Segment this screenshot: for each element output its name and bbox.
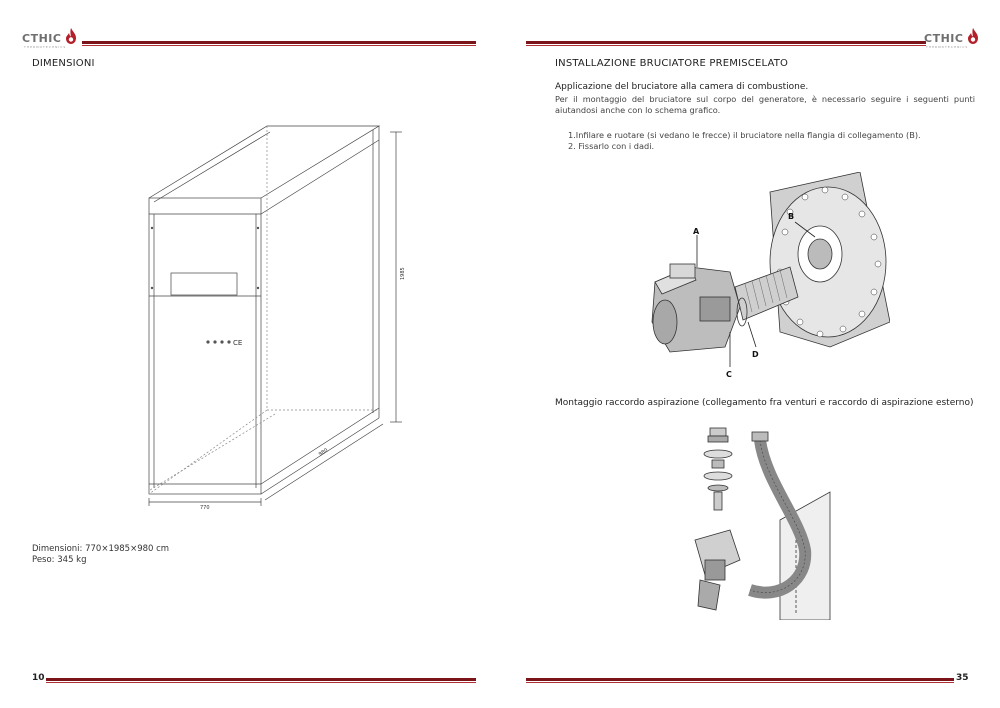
weight-text: Peso: 345 kg	[32, 555, 87, 565]
section-heading-intake: Montaggio raccordo aspirazione (collegamento fra venturi e raccordo di aspirazione esterno)	[555, 398, 974, 408]
steps-list	[568, 130, 968, 152]
right-page	[500, 0, 1000, 708]
list-item: 1.Infilare e ruotare (si vedano le frecce) il bruciatore nella flangia di collegamento (B).	[568, 130, 921, 140]
page-number: 35	[956, 673, 969, 683]
diagram-label-d: D	[752, 350, 759, 359]
page-title: DIMENSIONI	[32, 58, 95, 69]
logo-subtitle: THERMOTECHNICS	[926, 45, 969, 49]
width-dimension-label: 770	[200, 505, 210, 511]
footer-rule-thin	[526, 682, 954, 683]
header-rule	[82, 41, 476, 44]
height-dimension-label: 1985	[400, 267, 406, 280]
brand-logo	[924, 26, 984, 48]
header-rule-thin	[82, 45, 476, 46]
depth-dimension-label: 980	[317, 447, 330, 458]
diagram-label-b: B	[788, 212, 795, 221]
cabinet-dimension-drawing	[130, 118, 430, 518]
logo-subtitle: THERMOTECHNICS	[24, 45, 67, 49]
list-item: 2. Fissarlo con i dadi.	[568, 141, 655, 151]
section-body-burner: Per il montaggio del bruciatore sul corpo del generatore, è necessario seguire i seguenti punti aiutandosi anche con lo schema grafico.	[555, 94, 975, 115]
page-number: 10	[32, 673, 45, 683]
burner-mounting-diagram	[630, 172, 890, 382]
logo-wordmark: CTHIC	[22, 32, 62, 45]
header-rule	[526, 41, 926, 44]
footer-rule-thin	[46, 682, 476, 683]
flame-icon	[966, 27, 980, 45]
brand-logo	[22, 26, 82, 48]
diagram-label-a: A	[693, 227, 700, 236]
diagram-label-c: C	[726, 370, 732, 379]
intake-fitting-diagram	[690, 420, 840, 620]
dimensions-text: Dimensioni: 770×1985×980 cm	[32, 544, 170, 554]
svg-text:CE: CE	[233, 339, 243, 347]
page-title: INSTALLAZIONE BRUCIATORE PREMISCELATO	[555, 58, 789, 69]
header-rule-thin	[526, 45, 926, 46]
footer-rule	[526, 678, 954, 681]
logo-wordmark: CTHIC	[924, 32, 964, 45]
flame-icon	[64, 27, 78, 45]
footer-rule	[46, 678, 476, 681]
section-heading-burner: Applicazione del bruciatore alla camera di combustione.	[555, 82, 809, 92]
